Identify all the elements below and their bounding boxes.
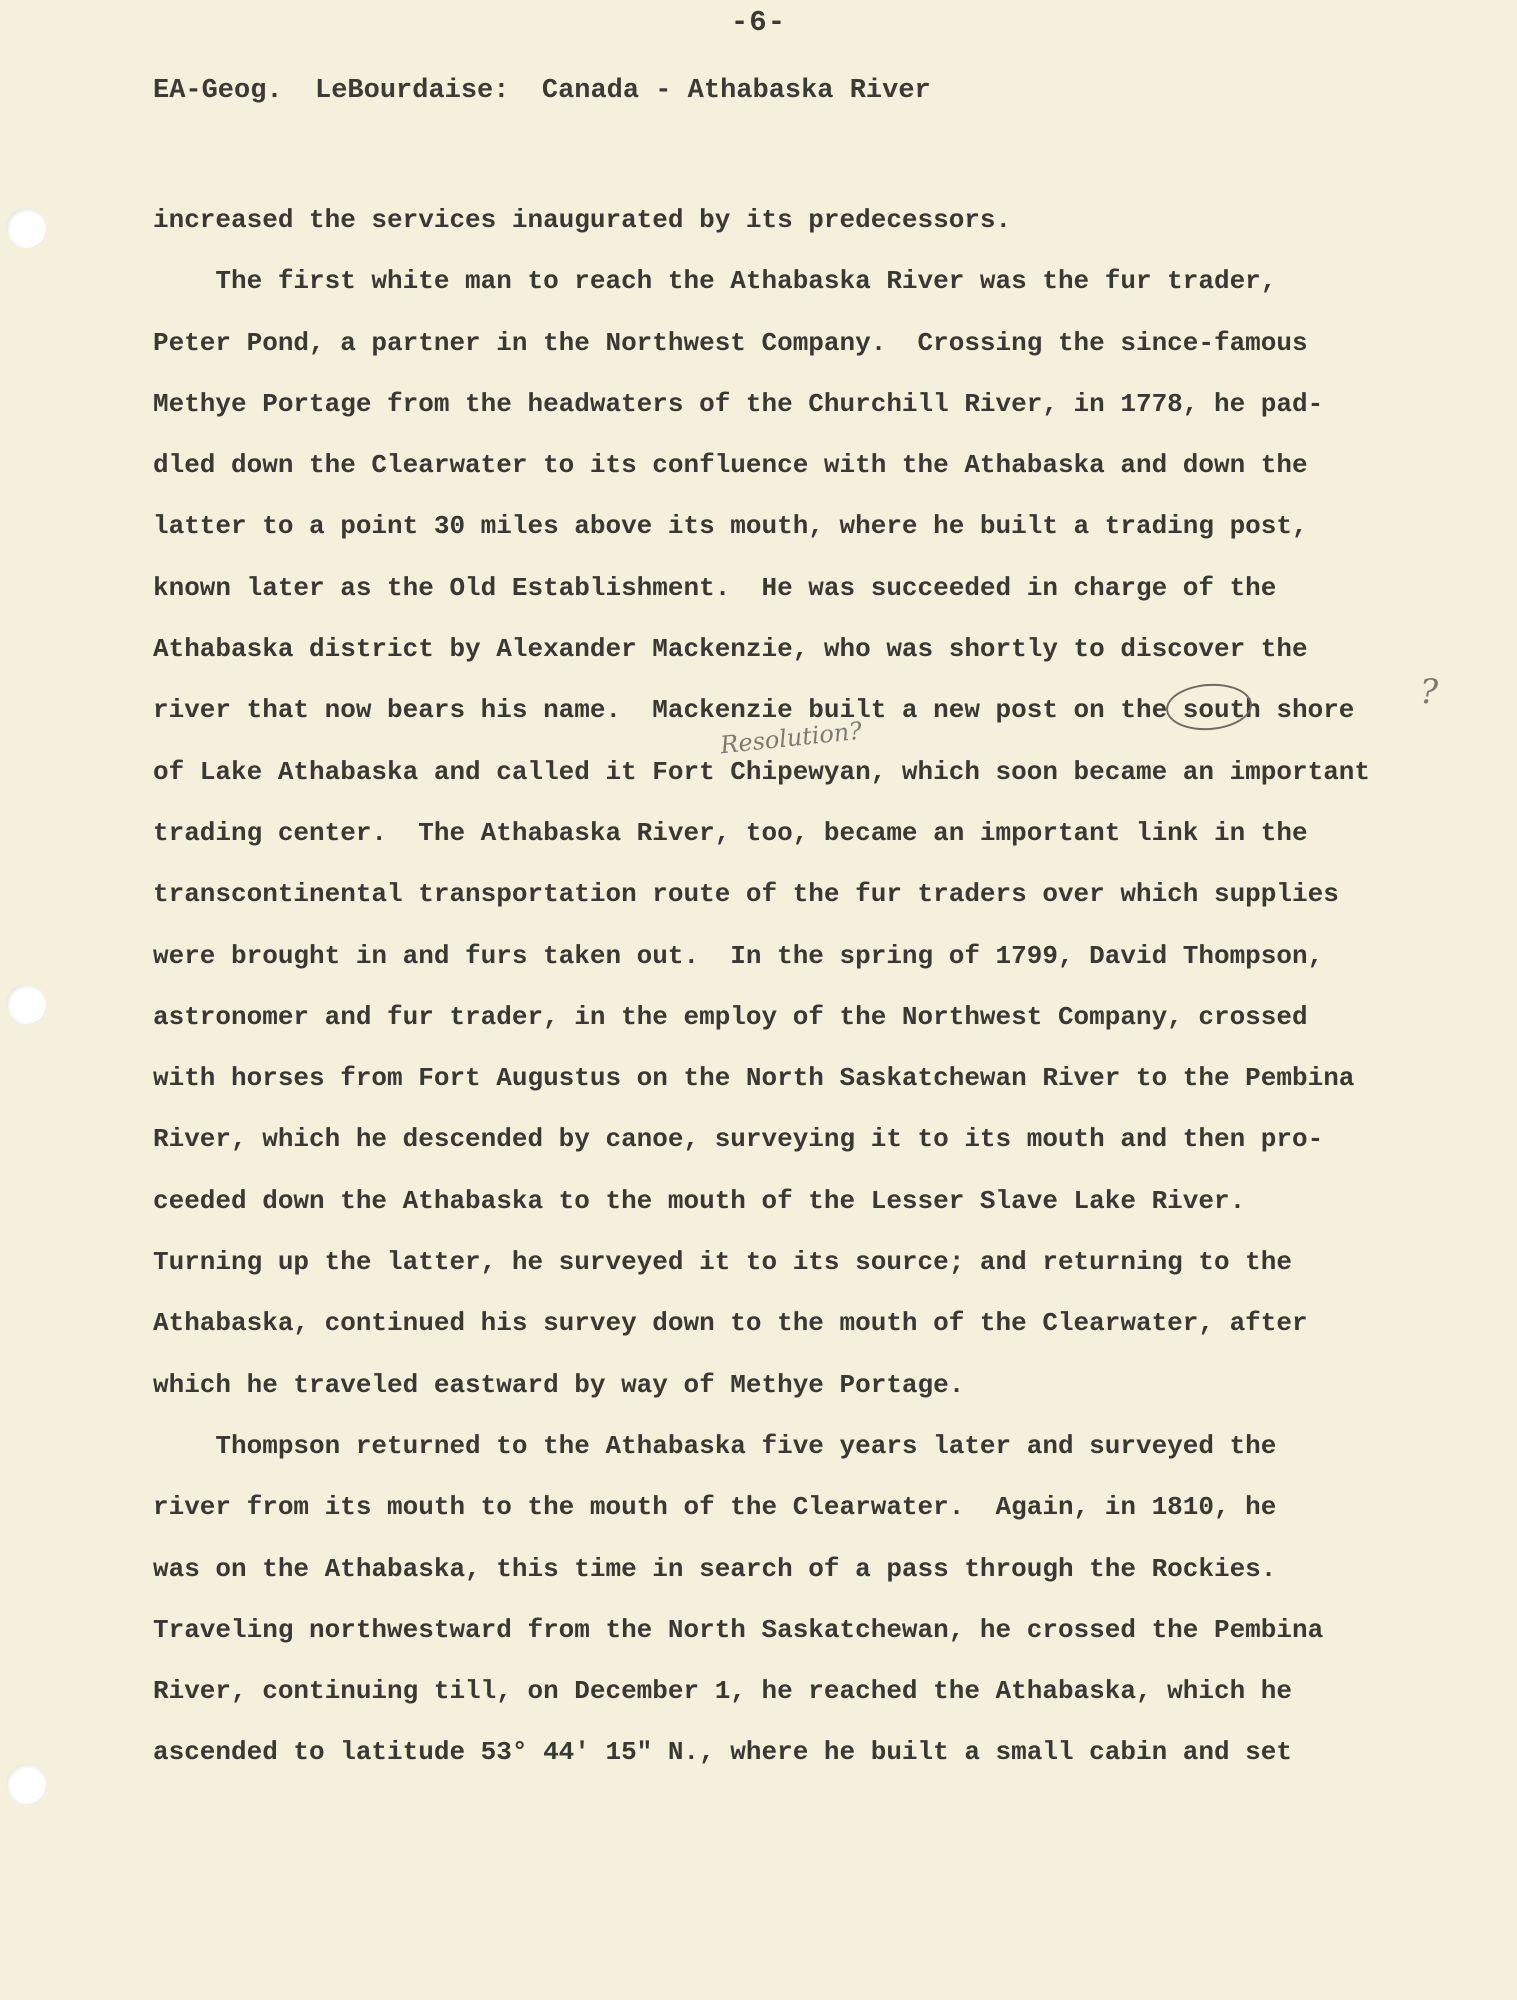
text-line: Traveling northwestward from the North Saskatchewan, he crossed the Pembina bbox=[153, 1614, 1324, 1645]
text-line: Athabaska, continued his survey down to the mouth of the Clearwater, after bbox=[153, 1308, 1308, 1339]
pencil-annotation-resolution: Resolution? bbox=[718, 716, 864, 760]
text-line: latter to a point 30 miles above its mouth, where he built a trading post, bbox=[153, 511, 1308, 542]
punch-hole-top bbox=[6, 208, 46, 248]
text-line: trading center. The Athabaska River, too, became an important link in the bbox=[153, 817, 1308, 848]
text-line: River, continuing till, on December 1, he reached the Athabaska, which he bbox=[153, 1676, 1292, 1707]
body-text bbox=[153, 200, 1383, 1794]
text-line: Methye Portage from the headwaters of the Churchill River, in 1778, he pad- bbox=[153, 388, 1324, 419]
text-line: was on the Athabaska, this time in search of a pass through the Rockies. bbox=[153, 1553, 1277, 1584]
text-line: River, which he descended by canoe, surveying it to its mouth and then pro- bbox=[153, 1124, 1324, 1155]
running-header: EA-Geog. LeBourdaise: Canada - Athabaska River bbox=[153, 76, 931, 106]
text-line: The first white man to reach the Athabaska River was the fur trader, bbox=[153, 266, 1277, 297]
text-line: Athabaska district by Alexander Mackenzie, who was shortly to discover the bbox=[153, 634, 1308, 665]
pencil-annotation-question-mark: ? bbox=[1420, 672, 1439, 712]
text-line: with horses from Fort Augustus on the North Saskatchewan River to the Pembina bbox=[153, 1063, 1355, 1094]
text-line: river from its mouth to the mouth of the Clearwater. Again, in 1810, he bbox=[153, 1492, 1277, 1523]
text-line: river that now bears his name. Mackenzie built a new post on the south shore bbox=[153, 695, 1355, 726]
text-line: ascended to latitude 53° 44' 15" N., where he built a small cabin and set bbox=[153, 1737, 1292, 1768]
text-line: Peter Pond, a partner in the Northwest Company. Crossing the since-famous bbox=[153, 327, 1308, 358]
text-line: astronomer and fur trader, in the employ of the Northwest Company, crossed bbox=[153, 1001, 1308, 1032]
text-line: Turning up the latter, he surveyed it to its source; and returning to the bbox=[153, 1247, 1292, 1278]
text-line: Thompson returned to the Athabaska five years later and surveyed the bbox=[153, 1430, 1277, 1461]
page-number: -6- bbox=[730, 6, 787, 39]
text-line: of Lake Athabaska and called it Fort Chipewyan, which soon became an important bbox=[153, 756, 1370, 787]
text-line: ceeded down the Athabaska to the mouth of the Lesser Slave Lake River. bbox=[153, 1185, 1246, 1216]
text-line: which he traveled eastward by way of Methye Portage. bbox=[153, 1369, 965, 1400]
punch-hole-bottom bbox=[6, 1764, 46, 1804]
text-line: known later as the Old Establishment. He was succeeded in charge of the bbox=[153, 572, 1277, 603]
text-line: were brought in and furs taken out. In the spring of 1799, David Thompson, bbox=[153, 940, 1324, 971]
punch-hole-middle bbox=[6, 984, 46, 1024]
text-line: transcontinental transportation route of the fur traders over which supplies bbox=[153, 879, 1339, 910]
text-line: increased the services inaugurated by its predecessors. bbox=[153, 205, 1012, 235]
text-line: dled down the Clearwater to its confluence with the Athabaska and down the bbox=[153, 450, 1308, 481]
